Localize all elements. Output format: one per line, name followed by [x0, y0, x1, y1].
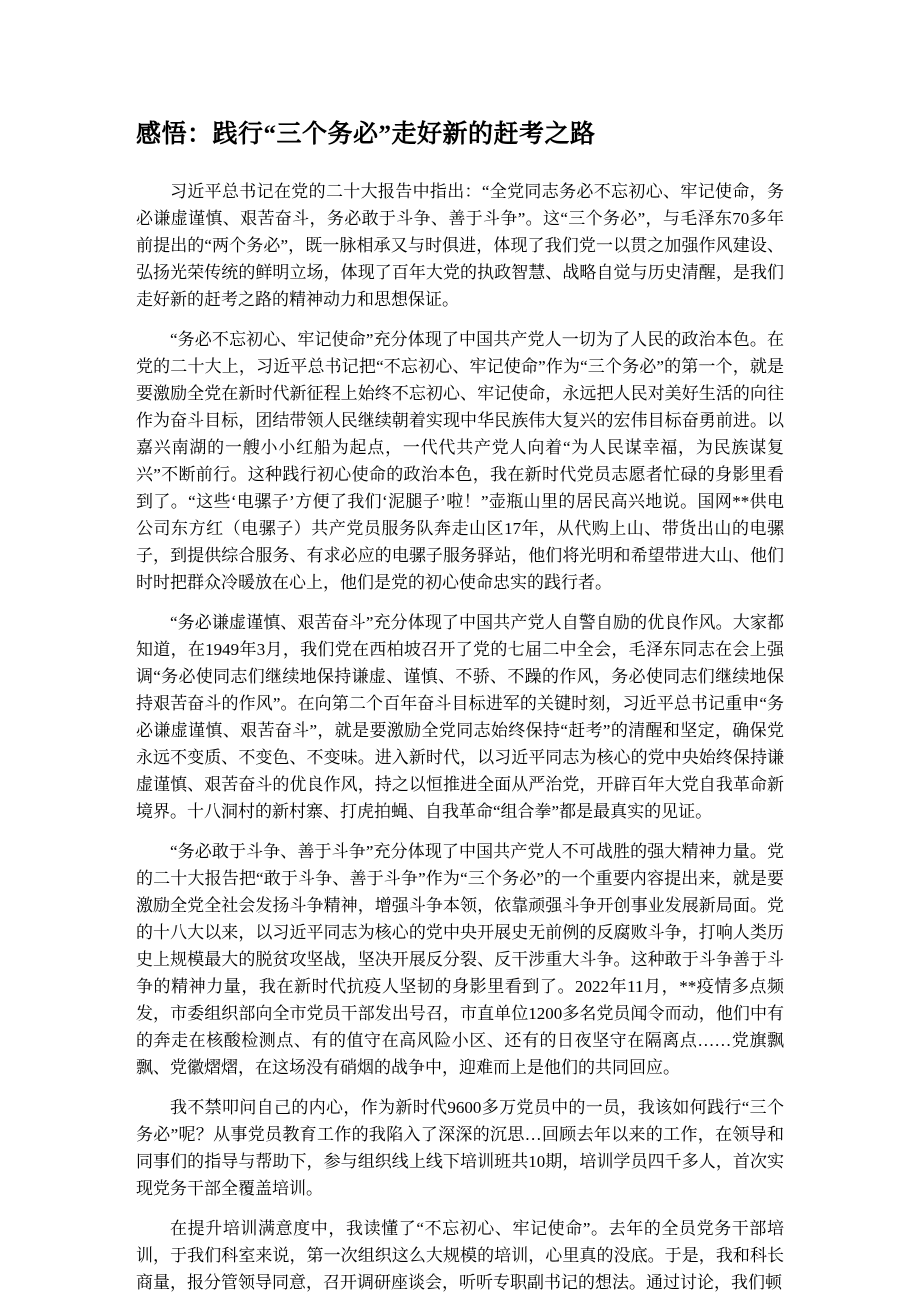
paragraph: 我不禁叩问自己的内心，作为新时代9600多万党员中的一员，我该如何践行“三个务必”呢？从事党员教育工作的我陷入了深深的沉思…回顾去年以来的工作，在领导和同事们的指导与帮助下，参与组织线上线下培训班共10期，培训学员四千多人，首次实现党务干部全覆盖培训。: [136, 1098, 784, 1198]
paragraph: 在提升培训满意度中，我读懂了“不忘初心、牢记使命”。去年的全员党务干部培训，于我们科室来说，第一次组织这么大规模的培训，心里真的没底。于是，我和科长商量，报分管领导同意，召开调研座谈会，听听专职副书记的想法。通过讨论，我们顿: [136, 1219, 784, 1292]
document-title: 感悟：践行“三个务必”走好新的赶考之路: [136, 121, 596, 148]
paragraph: “务必不忘初心、牢记使命”充分体现了中国共产党人一切为了人民的政治本色。在党的二十大上，习近平总书记把“不忘初心、牢记使命”作为“三个务必”的第一个，就是要激励全党在新时代新征程上始终不忘初心、牢记使命，永远把人民对美好生活的向往作为奋斗目标，团结带领人民继续朝着实现中华民族伟大复兴的宏伟目标奋勇前进。以嘉兴南湖的一艘小小红船为起点，一代代共产党人向着“为人民谋幸福，为民族谋复兴”不断前行。这种践行初心使命的政治本色，我在新时代党员志愿者忙碌的身影里看到了。“这些‘电骡子’方便了我们‘泥腿子’啦！”壶瓶山里的居民高兴地说。国网**供电公司东方红（电骡子）共产党员服务队奔走山区17年，从代购上山、带货出山的电骡子，到提供综合服务、有求必应的电骡子服务驿站，他们将光明和希望带进大山、他们时时把群众冷暖放在心上，他们是党的初心使命忠实的践行者。: [136, 330, 784, 592]
document-body: [136, 178, 784, 1296]
paragraph: “务必敢于斗争、善于斗争”充分体现了中国共产党人不可战胜的强大精神力量。党的二十大报告把“敢于斗争、善于斗争”作为“三个务必”的一个重要内容提出来，就是要激励全党全社会发扬斗争精神，增强斗争本领，依靠顽强斗争开创事业发展新局面。党的十八大以来，以习近平同志为核心的党中央开展史无前例的反腐败斗争，打响人类历史上规模最大的脱贫攻坚战，坚决开展反分裂、反干涉重大斗争。这种敢于斗争善于斗争的精神力量，我在新时代抗疫人坚韧的身影里看到了。2022年11月，**疫情多点频发，市委组织部向全市党员干部发出号召，市直单位1200多名党员闻令而动，他们中有的奔走在核酸检测点、有的值守在高风险小区、还有的日夜坚守在隔离点……党旗飘飘、党徽熠熠，在这场没有硝烟的战争中，迎难而上是他们的共同回应。: [136, 842, 784, 1077]
paragraph: “务必谦虚谨慎、艰苦奋斗”充分体现了中国共产党人自警自励的优良作风。大家都知道，在1949年3月，我们党在西柏坡召开了党的七届二中全会，毛泽东同志在会上强调“务必使同志们继续地保持谦虚、谨慎、不骄、不躁的作风，务必使同志们继续地保持艰苦奋斗的作风”。在向第二个百年奋斗目标进军的关键时刻，习近平总书记重申“务必谦虚谨慎、艰苦奋斗”，就是要激励全党同志始终保持“赶考”的清醒和坚定，确保党永远不变质、不变色、不变味。进入新时代，以习近平同志为核心的党中央始终保持谦虚谨慎、艰苦奋斗的优良作风，持之以恒推进全面从严治党，开辟百年大党自我革命新境界。十八洞村的新村寨、打虎拍蝇、自我革命“组合拳”都是最真实的见证。: [136, 613, 784, 821]
paragraph: 习近平总书记在党的二十大报告中指出：“全党同志务必不忘初心、牢记使命，务必谦虚谨慎、艰苦奋斗，务必敢于斗争、善于斗争”。这“三个务必”，与毛泽东70多年前提出的“两个务必”，既一脉相承又与时俱进，体现了我们党一以贯之加强作风建设、弘扬光荣传统的鲜明立场，体现了百年大党的执政智慧、战略自觉与历史清醒，是我们走好新的赶考之路的精神动力和思想保证。: [136, 182, 784, 309]
